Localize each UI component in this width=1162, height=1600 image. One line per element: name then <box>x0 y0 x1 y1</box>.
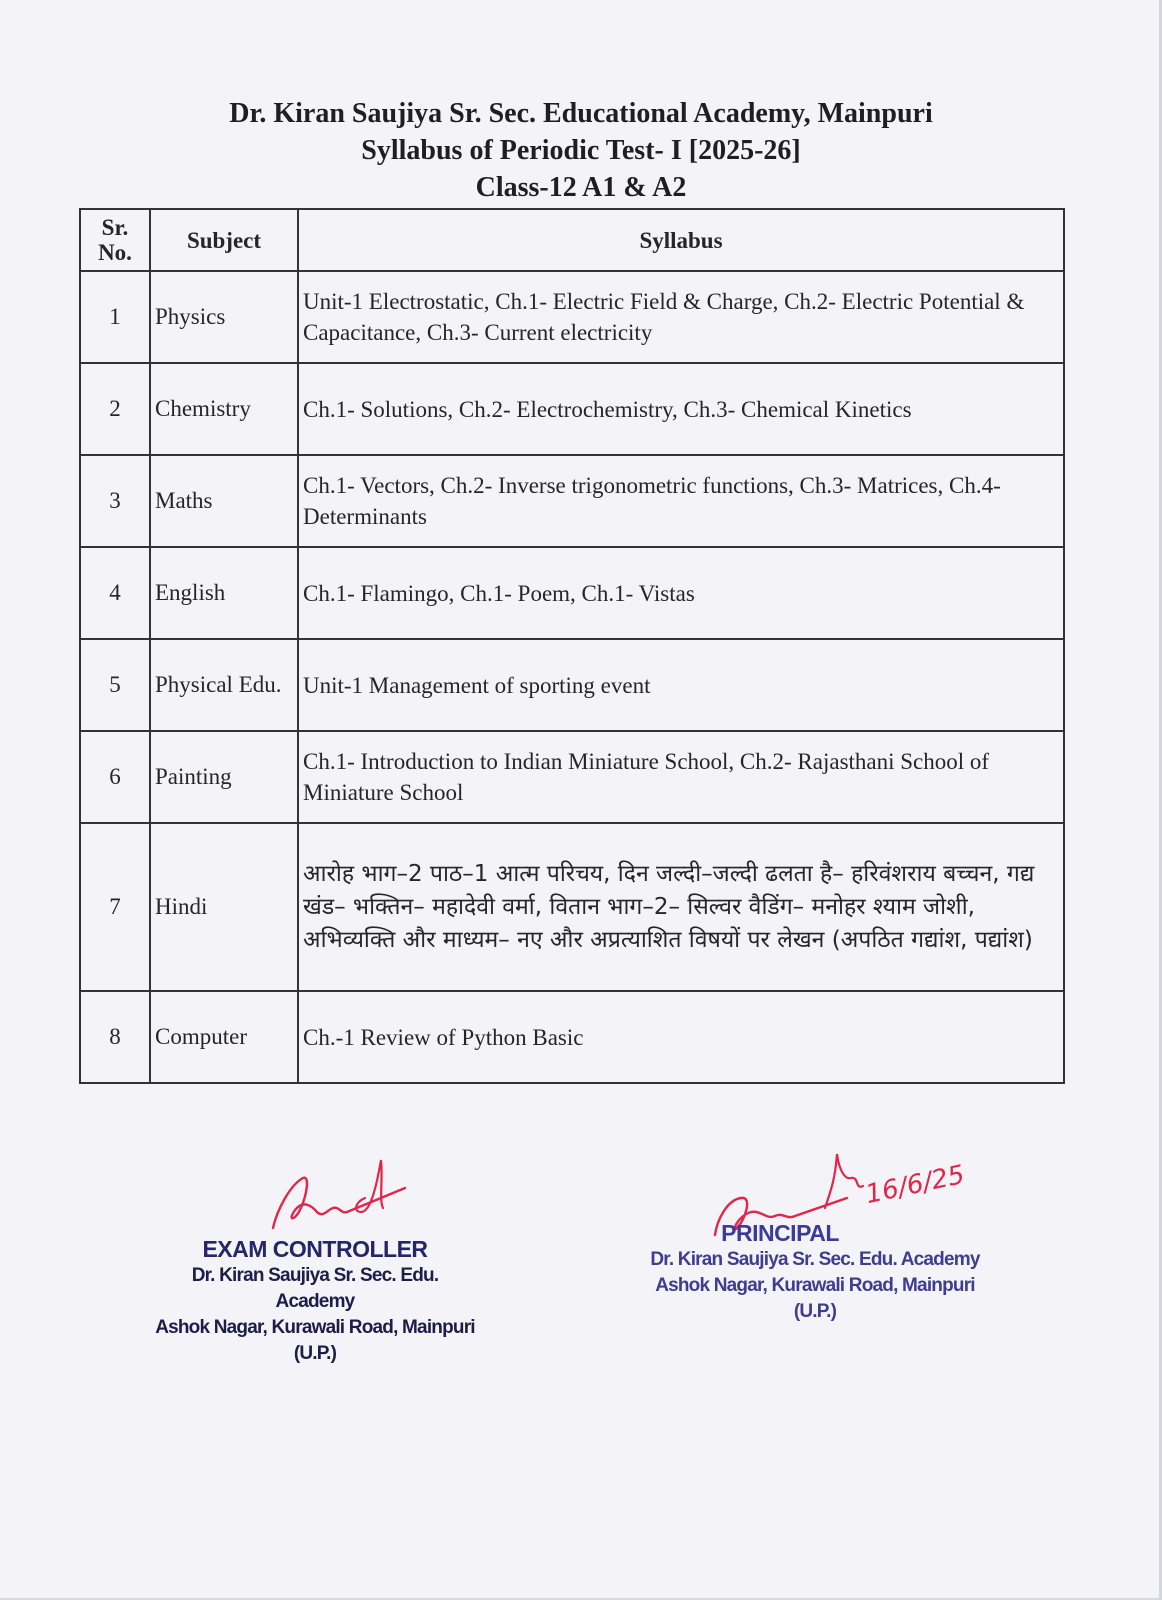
exam-controller-signature <box>215 1150 415 1240</box>
table-row <box>80 639 1064 731</box>
table-row <box>80 547 1064 639</box>
table-row <box>80 991 1064 1083</box>
document-header <box>0 95 1162 206</box>
principal-signature-block <box>650 1150 980 1325</box>
row-sr-no: 1 <box>80 271 150 363</box>
row-syllabus: Ch.1- Vectors, Ch.2- Inverse trigonometric functions, Ch.3- Matrices, Ch.4- Determinants <box>298 455 1064 547</box>
header-sr-no: Sr. No. <box>80 209 150 271</box>
principal-title: PRINCIPAL <box>721 1220 839 1246</box>
syllabus-table <box>79 208 1065 1084</box>
row-sr-no: 3 <box>80 455 150 547</box>
row-subject: Painting <box>150 731 298 823</box>
row-syllabus: Unit-1 Electrostatic, Ch.1- Electric Field & Charge, Ch.2- Electric Potential & Capacitance, Ch.3- Current electricity <box>298 271 1064 363</box>
school-name: Dr. Kiran Saujiya Sr. Sec. Educational Academy, Mainpuri <box>229 98 933 129</box>
row-syllabus: Ch.1- Introduction to Indian Miniature School, Ch.2- Rajasthani School of Miniature School <box>298 731 1064 823</box>
row-subject: Chemistry <box>150 363 298 455</box>
row-subject: Hindi <box>150 823 298 991</box>
row-syllabus: Unit-1 Management of sporting event <box>298 639 1064 731</box>
row-sr-no: 6 <box>80 731 150 823</box>
row-sr-no: 7 <box>80 823 150 991</box>
row-subject: English <box>150 547 298 639</box>
row-syllabus: Ch.1- Solutions, Ch.2- Electrochemistry, Ch.3- Chemical Kinetics <box>298 363 1064 455</box>
exam-controller-address: Ashok Nagar, Kurawali Road, Mainpuri (U.P.) <box>155 1317 475 1364</box>
row-sr-no: 4 <box>80 547 150 639</box>
exam-controller-org: Dr. Kiran Saujiya Sr. Sec. Edu. Academy <box>191 1265 439 1312</box>
row-sr-no: 2 <box>80 363 150 455</box>
table-row <box>80 455 1064 547</box>
row-subject: Maths <box>150 455 298 547</box>
row-subject: Physics <box>150 271 298 363</box>
row-syllabus: Ch.1- Flamingo, Ch.1- Poem, Ch.1- Vistas <box>298 547 1064 639</box>
principal-org: Dr. Kiran Saujiya Sr. Sec. Edu. Academy <box>650 1249 980 1270</box>
handwritten-date: 16/6/25 <box>862 1159 968 1211</box>
row-sr-no: 8 <box>80 991 150 1083</box>
principal-address: Ashok Nagar, Kurawali Road, Mainpuri (U.P.) <box>655 1275 975 1322</box>
row-subject: Physical Edu. <box>150 639 298 731</box>
class-label: Class-12 A1 & A2 <box>475 172 687 203</box>
row-syllabus: आरोह भाग–2 पाठ–1 आत्म परिचय, दिन जल्दी–जल्दी ढलता है– हरिवंशराय बच्चन, गद्य खंड– भक्तिन– महादेवी वर्मा, वितान भाग–2– सिल्वर वैडिंग– मनोहर श्याम जोशी, अभिव्यक्ति और माध्यम– नए और अप्रत्याशित विषयों पर लेखन (अपठित गद्यांश, पद्यांश) <box>298 823 1064 991</box>
table-header-row <box>80 209 1064 271</box>
table-row <box>80 363 1064 455</box>
exam-controller-signature-block <box>155 1150 475 1367</box>
row-sr-no: 5 <box>80 639 150 731</box>
exam-controller-title: EXAM CONTROLLER <box>202 1236 428 1262</box>
table-row <box>80 271 1064 363</box>
header-subject: Subject <box>150 209 298 271</box>
document-title: Syllabus of Periodic Test- I [2025-26] <box>361 135 801 166</box>
table-row <box>80 731 1064 823</box>
table-row <box>80 823 1064 991</box>
row-syllabus: Ch.-1 Review of Python Basic <box>298 991 1064 1083</box>
header-syllabus: Syllabus <box>298 209 1064 271</box>
row-subject: Computer <box>150 991 298 1083</box>
